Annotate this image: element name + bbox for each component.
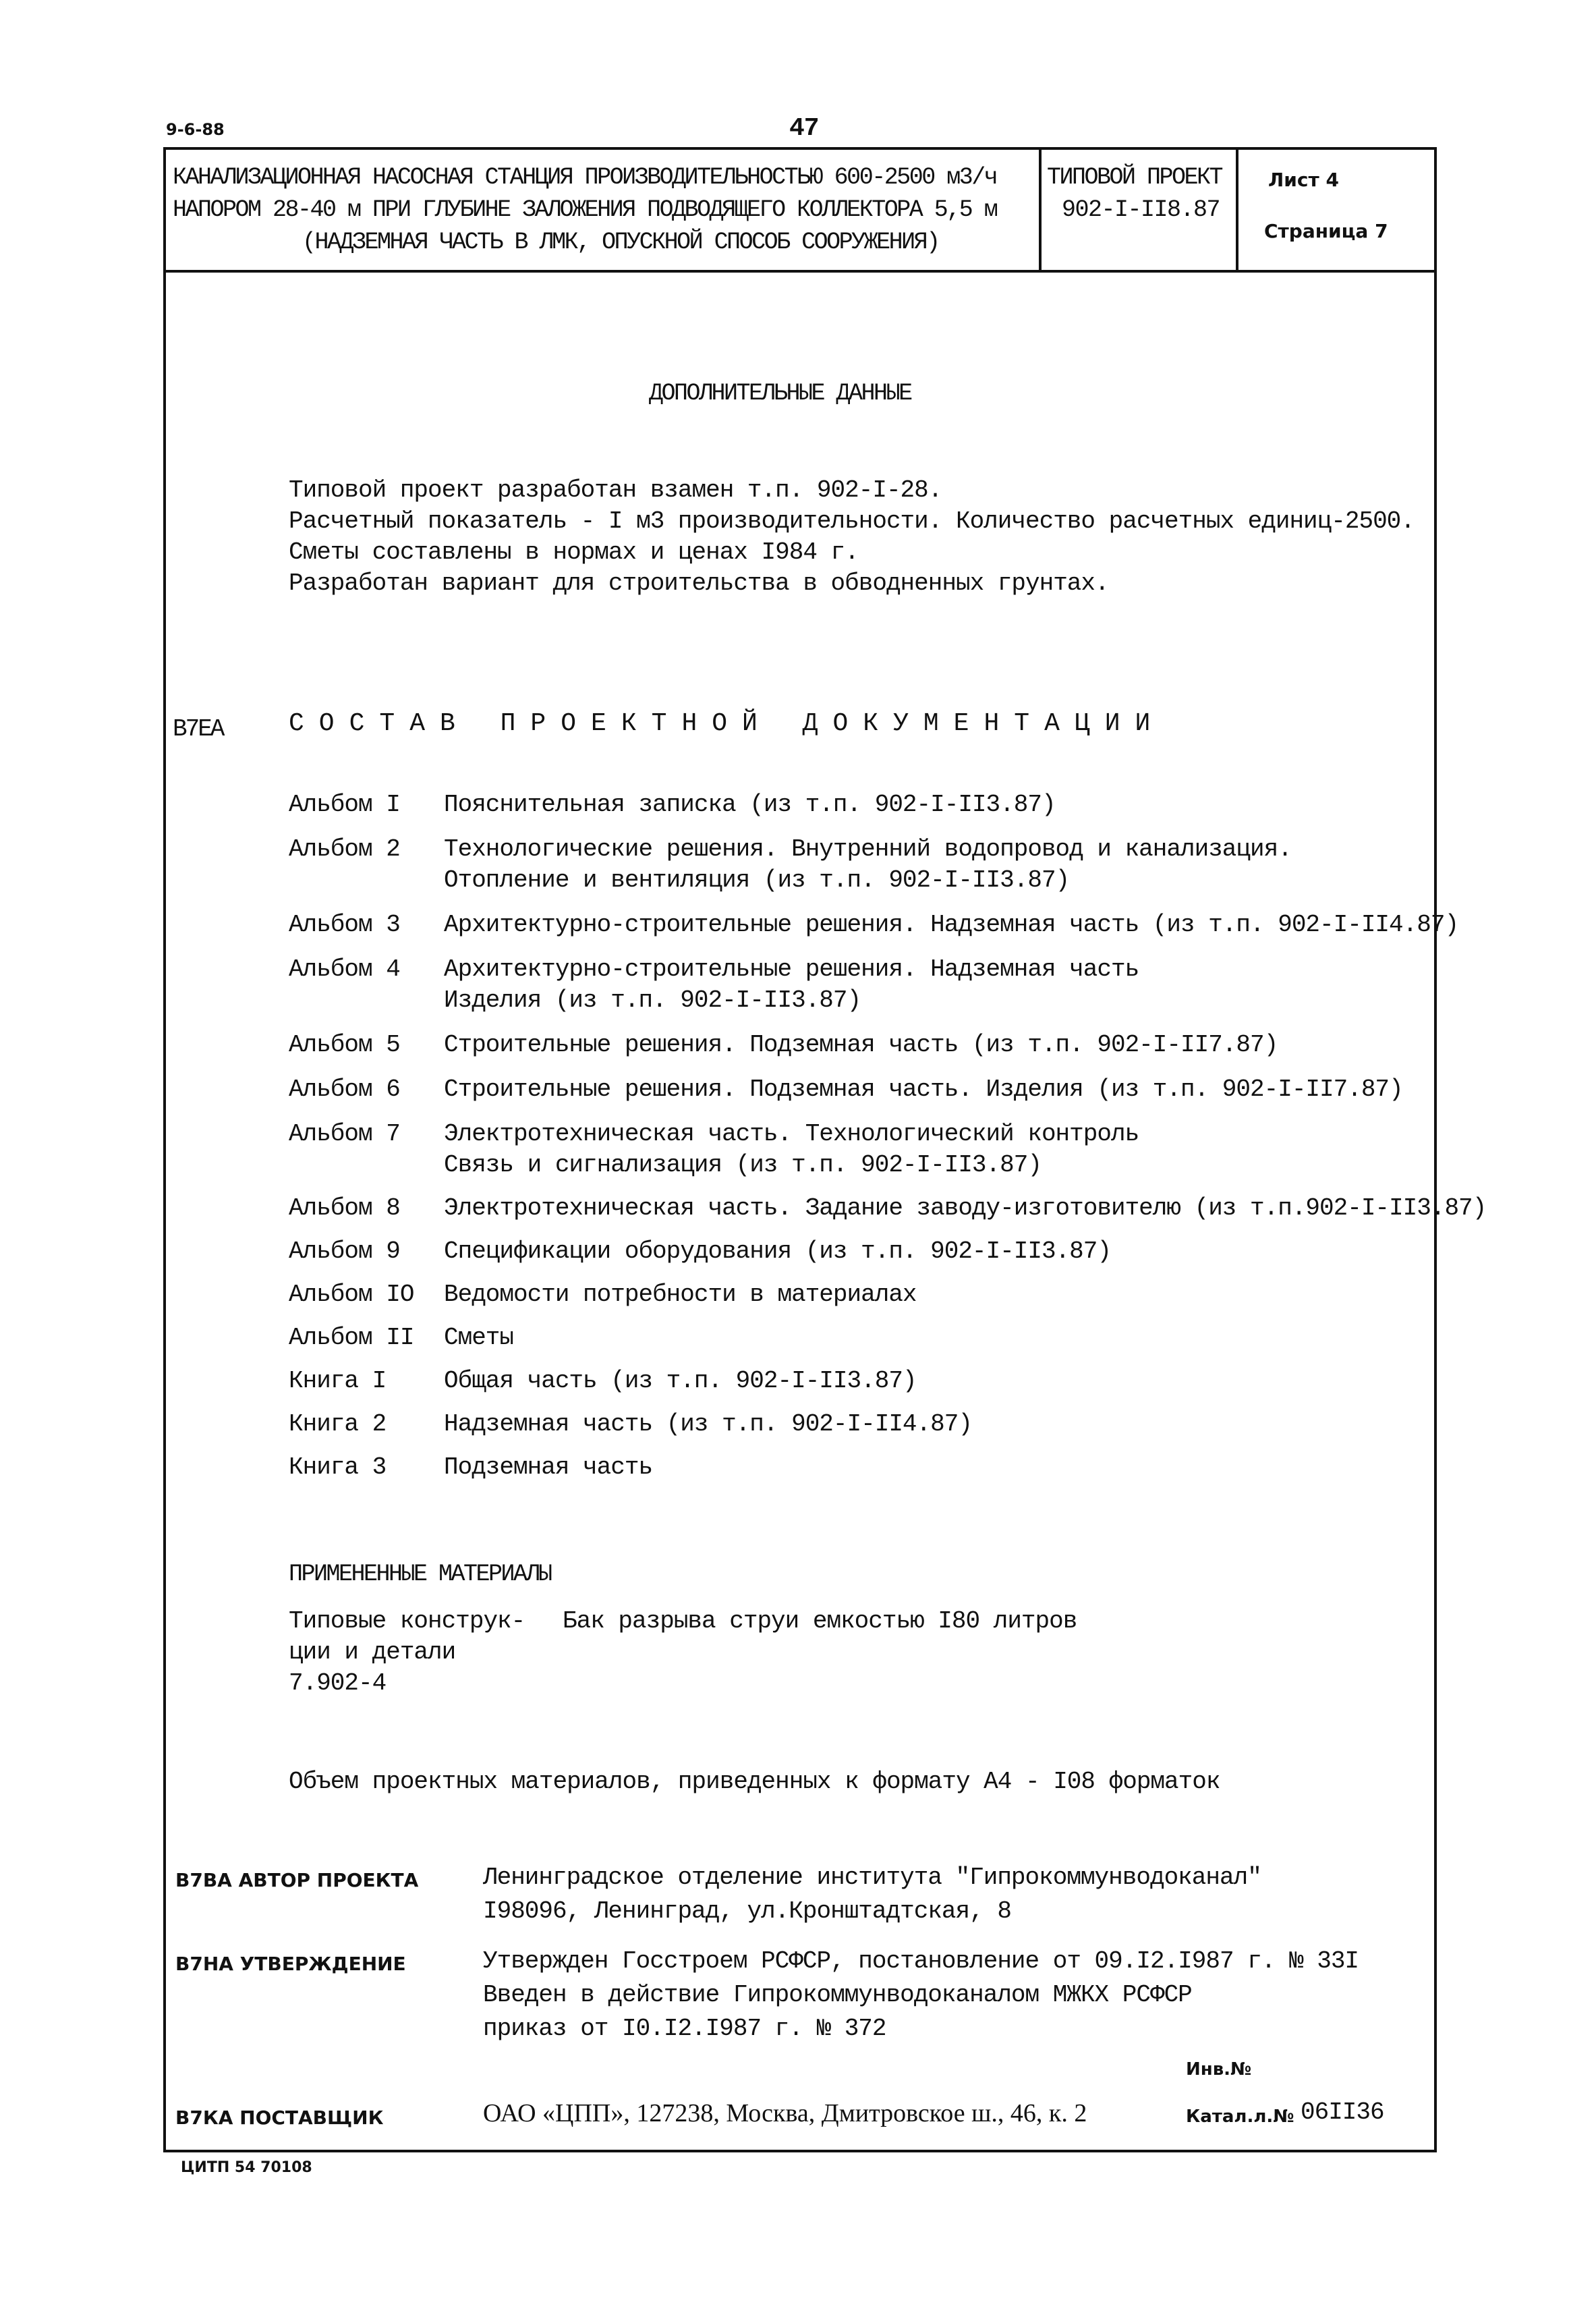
item-text: Строительные решения. Подземная часть. Изделия (из т.п. 902-I-II7.87) xyxy=(444,1076,1403,1103)
item-label: Книга 3 xyxy=(289,1453,387,1481)
item-text: Архитектурно-строительные решения. Надземная часть xyxy=(444,955,1139,983)
item-text: Общая часть (из т.п. 902-I-II3.87) xyxy=(444,1367,917,1395)
item-text: Архитектурно-строительные решения. Надземная часть (из т.п. 902-I-II4.87) xyxy=(444,911,1459,939)
item-label: Альбом 2 xyxy=(289,835,400,863)
item-text: Изделия (из т.п. 902-I-II3.87) xyxy=(444,986,861,1014)
additional-line-1: Типовой проект разработан взамен т.п. 902-I-28. xyxy=(289,476,942,504)
item-text: Электротехническая часть. Технологический контроль xyxy=(444,1120,1139,1148)
date-stamp: 9-6-88 xyxy=(166,120,225,139)
approval-line-2: Введен в действие Гипрокоммунводоканалом МЖКХ РСФСР xyxy=(483,1981,1192,2009)
item-text: Пояснительная записка (из т.п. 902-I-II3.87) xyxy=(444,791,1056,818)
approval-line-1: Утвержден Госстроем РСФСР, постановление от 09.I2.I987 г. № 33I xyxy=(483,1947,1359,1975)
supplier-text: ОАО «ЦПП», 127238, Москва, Дмитровское ш., 46, к. 2 xyxy=(483,2099,1087,2127)
item-text: Спецификации оборудования (из т.п. 902-I-II3.87) xyxy=(444,1237,1111,1265)
item-text: Связь и сигнализация (из т.п. 902-I-II3.87) xyxy=(444,1151,1042,1179)
composition-title: СОСТАВ ПРОЕКТНОЙ ДОКУМЕНТАЦИИ xyxy=(289,709,1166,738)
supplier-label: В7КА ПОСТАВЩИК xyxy=(175,2107,384,2129)
item-text: Строительные решения. Подземная часть (из т.п. 902-I-II7.87) xyxy=(444,1031,1278,1059)
author-line-1: Ленинградское отделение института "Гипрокоммунводоканал" xyxy=(483,1864,1261,1891)
materials-title: ПРИМЕНЕННЫЕ МАТЕРИАЛЫ xyxy=(289,1561,551,1588)
item-text: Подземная часть xyxy=(444,1453,653,1481)
materials-left-line-1: Типовые конструк- xyxy=(289,1607,525,1635)
project-number: 902-I-II8.87 xyxy=(1062,196,1220,223)
frame-left xyxy=(163,273,166,2152)
author-label: В7ВА АВТОР ПРОЕКТА xyxy=(175,1869,419,1891)
materials-left-line-3: 7.902-4 xyxy=(289,1669,387,1697)
materials-left-line-2: ции и детали xyxy=(289,1638,456,1666)
additional-line-3: Сметы составлены в нормах и ценах I984 г. xyxy=(289,538,859,566)
header-divider-1 xyxy=(1039,147,1042,273)
item-label: Альбом 8 xyxy=(289,1194,400,1222)
item-text: Технологические решения. Внутренний водопровод и канализация. xyxy=(444,835,1292,863)
item-label: Альбом I xyxy=(289,791,400,818)
footer-code: ЦИТП 54 70108 xyxy=(181,2159,312,2176)
page-label: Страница 7 xyxy=(1264,220,1388,242)
item-label: Альбом 9 xyxy=(289,1237,400,1265)
item-text: Отопление и вентиляция (из т.п. 902-I-II3.87) xyxy=(444,866,1070,894)
catalog-number: 06II36 xyxy=(1301,2098,1384,2126)
item-text: Сметы xyxy=(444,1324,514,1351)
item-label: Альбом 7 xyxy=(289,1120,400,1148)
header-title-line-3: (НАДЗЕМНАЯ ЧАСТЬ В ЛМК, ОПУСКНОЙ СПОСОБ СООРУЖЕНИЯ) xyxy=(302,229,939,256)
additional-title: ДОПОЛНИТЕЛЬНЫЕ ДАННЫЕ xyxy=(649,380,911,407)
inventory-label: Инв.№ xyxy=(1186,2059,1252,2080)
item-label: Альбом 6 xyxy=(289,1076,400,1103)
item-label: Альбом 5 xyxy=(289,1031,400,1059)
additional-line-4: Разработан вариант для строительства в обводненных грунтах. xyxy=(289,569,1109,597)
additional-line-2: Расчетный показатель - I м3 производительности. Количество расчетных единиц-2500. xyxy=(289,507,1415,535)
sheet-number: Лист 4 xyxy=(1268,169,1339,191)
approval-line-3: приказ от I0.I2.I987 г. № 372 xyxy=(483,2015,886,2042)
item-label: Альбом 3 xyxy=(289,911,400,939)
frame-bottom xyxy=(163,2150,1437,2152)
item-label: Альбом IO xyxy=(289,1281,414,1308)
item-text: Надземная часть (из т.п. 902-I-II4.87) xyxy=(444,1410,972,1438)
item-text: Электротехническая часть. Задание заводу-изготовителю (из т.п.902-I-II3.87) xyxy=(444,1194,1487,1222)
header-divider-2 xyxy=(1236,147,1238,273)
item-label: Альбом II xyxy=(289,1324,414,1351)
item-label: Книга I xyxy=(289,1367,387,1395)
item-label: Книга 2 xyxy=(289,1410,387,1438)
project-label: ТИПОВОЙ ПРОЕКТ xyxy=(1047,164,1222,191)
header-title-line-1: КАНАЛИЗАЦИОННАЯ НАСОСНАЯ СТАНЦИЯ ПРОИЗВОДИТЕЛЬНОСТЬЮ 600-2500 м3/ч xyxy=(173,164,997,191)
item-text: Ведомости потребности в материалах xyxy=(444,1281,917,1308)
approval-label: В7НА УТВЕРЖДЕНИЕ xyxy=(175,1953,406,1975)
item-label: Альбом 4 xyxy=(289,955,400,983)
header-title-line-2: НАПОРОМ 28-40 м ПРИ ГЛУБИНЕ ЗАЛОЖЕНИЯ ПОДВОДЯЩЕГО КОЛЛЕКТОРА 5,5 м xyxy=(173,196,997,223)
page-number: 47 xyxy=(789,114,819,143)
composition-code: В7ЕА xyxy=(173,715,223,743)
volume-text: Объем проектных материалов, приведенных к формату А4 - I08 форматок xyxy=(289,1768,1220,1795)
author-line-2: I98096, Ленинград, ул.Кронштадтская, 8 xyxy=(483,1897,1011,1925)
materials-right: Бак разрыва струи емкостью I80 литров xyxy=(563,1607,1077,1635)
catalog-label: Катал.л.№ xyxy=(1186,2107,1294,2127)
